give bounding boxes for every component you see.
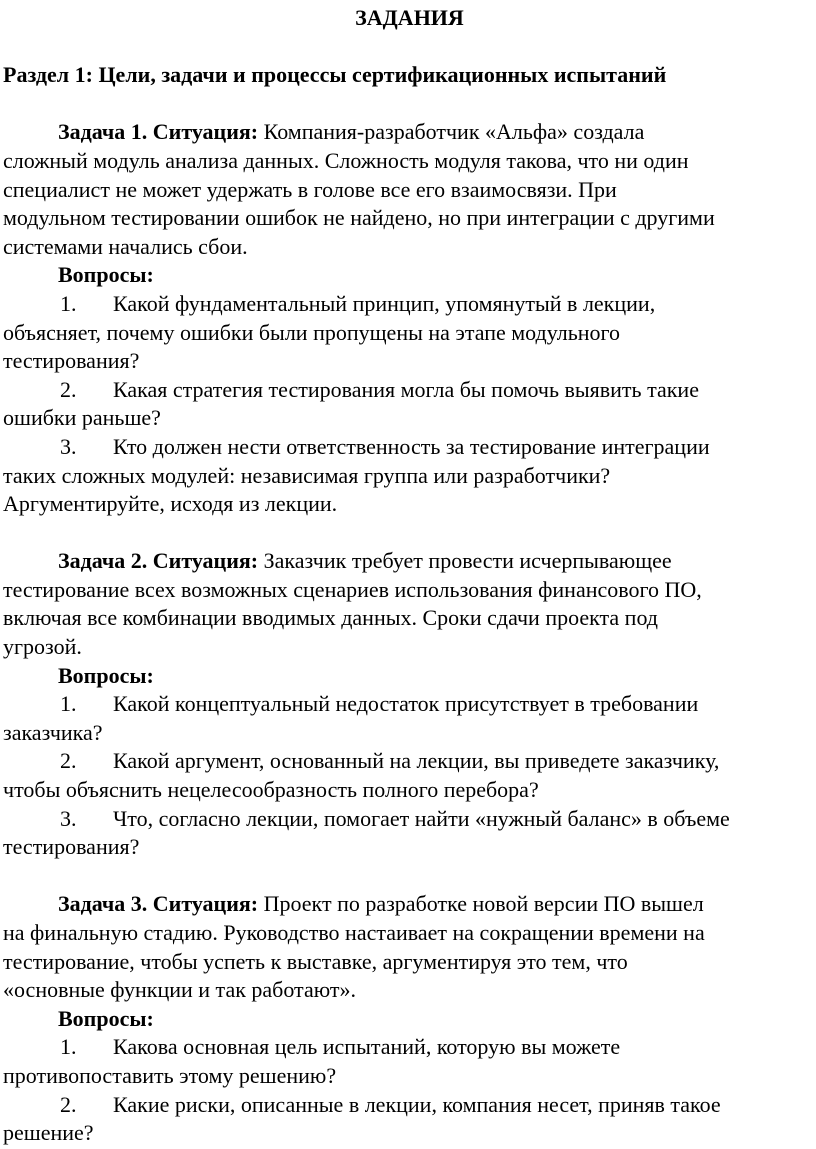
question-text: Какой фундаментальный принцип, упомянутый в лекции,	[113, 290, 656, 316]
task-2	[3, 547, 816, 890]
question-text-line: чтобы объяснить нецелесообразность полного перебора?	[3, 777, 539, 803]
question-text: Какой аргумент, основанный на лекции, вы приведете заказчику,	[113, 748, 720, 774]
task-text-line: угрозой.	[3, 634, 82, 660]
section-heading: Раздел 1: Цели, задачи и процессы сертификационных испытаний	[3, 62, 667, 88]
question-text-line: решение?	[3, 1120, 94, 1146]
question-text-line: объясняет, почему ошибки были пропущены на этапе модульного	[3, 319, 621, 345]
question-item	[3, 1033, 816, 1062]
question-text: Какова основная цель испытаний, которую вы можете	[113, 1034, 621, 1060]
question-item	[3, 690, 816, 719]
question-text-line: таких сложных модулей: независимая группа или разработчики?	[3, 462, 611, 488]
question-number: 1.	[60, 691, 77, 717]
question-text: Какие риски, описанные в лекции, компания несет, приняв такое	[113, 1091, 721, 1117]
task-1	[3, 118, 816, 547]
task-text-line: модульном тестировании ошибок не найдено, но при интеграции с другими	[3, 205, 715, 231]
task-text-line: сложный модуль анализа данных. Сложность модуля такова, что ни один	[3, 147, 689, 173]
question-item	[3, 747, 816, 776]
task-text: Компания-разработчик «Альфа» создала	[263, 119, 645, 145]
blank-line	[3, 519, 816, 548]
question-text-line: заказчика?	[3, 719, 103, 745]
question-item	[3, 1091, 816, 1120]
task-label: Задача 2. Ситуация:	[58, 548, 259, 574]
blank-line	[3, 862, 816, 891]
task-text: Заказчик требует провести исчерпывающее	[263, 548, 672, 574]
task-text-line: тестирование всех возможных сценариев использования финансового ПО,	[3, 576, 702, 602]
question-item	[3, 376, 816, 405]
questions-label: Вопросы:	[58, 662, 154, 688]
question-number: 3.	[60, 805, 77, 831]
task-text-line: включая все комбинации вводимых данных. Сроки сдачи проекта под	[3, 605, 659, 631]
task-3	[3, 890, 816, 1147]
question-item	[3, 290, 816, 319]
task-first-line	[3, 547, 816, 576]
task-text-line: на финальную стадию. Руководство настаивает на сокращении времени на	[3, 920, 705, 945]
questions-label: Вопросы:	[58, 262, 154, 288]
question-item	[3, 433, 816, 462]
task-text: Проект по разработке новой версии ПО вышел	[263, 891, 704, 917]
question-text: Какая стратегия тестирования могла бы помочь выявить такие	[113, 376, 699, 402]
question-text: Кто должен нести ответственность за тестирование интеграции	[113, 433, 710, 459]
question-text-line: тестирования?	[3, 834, 140, 860]
questions-label: Вопросы:	[58, 1005, 154, 1031]
blank-line	[3, 90, 816, 119]
question-text: Что, согласно лекции, помогает найти «нужный баланс» в объеме	[113, 805, 730, 831]
document-title: ЗАДАНИЯ	[355, 5, 464, 30]
task-first-line	[3, 118, 816, 147]
task-text-line: «основные функции и так работают».	[3, 977, 356, 1003]
task-label: Задача 1. Ситуация:	[58, 119, 259, 145]
question-number: 3.	[60, 433, 77, 459]
question-item	[3, 805, 816, 834]
question-text-line: тестирования?	[3, 348, 140, 374]
question-text: Какой концептуальный недостаток присутствует в требовании	[113, 691, 699, 717]
question-text-line: противопоставить этому решению?	[3, 1062, 337, 1088]
task-first-line	[3, 890, 816, 919]
task-text-line: специалист не может удержать в голове все его взаимосвязи. При	[3, 176, 617, 202]
question-text-line: Аргументируйте, исходя из лекции.	[3, 491, 338, 517]
question-number: 2.	[60, 748, 77, 774]
task-label: Задача 3. Ситуация:	[58, 891, 259, 917]
question-number: 1.	[60, 1034, 77, 1060]
task-text-line: тестирование, чтобы успеть к выставке, аргументируя это тем, что	[3, 948, 628, 974]
question-number: 2.	[60, 1091, 77, 1117]
blank-line	[3, 33, 816, 62]
question-text-line: ошибки раньше?	[3, 405, 161, 431]
task-text-line: системами начались сбои.	[3, 233, 248, 259]
question-number: 2.	[60, 376, 77, 402]
question-number: 1.	[60, 290, 77, 316]
